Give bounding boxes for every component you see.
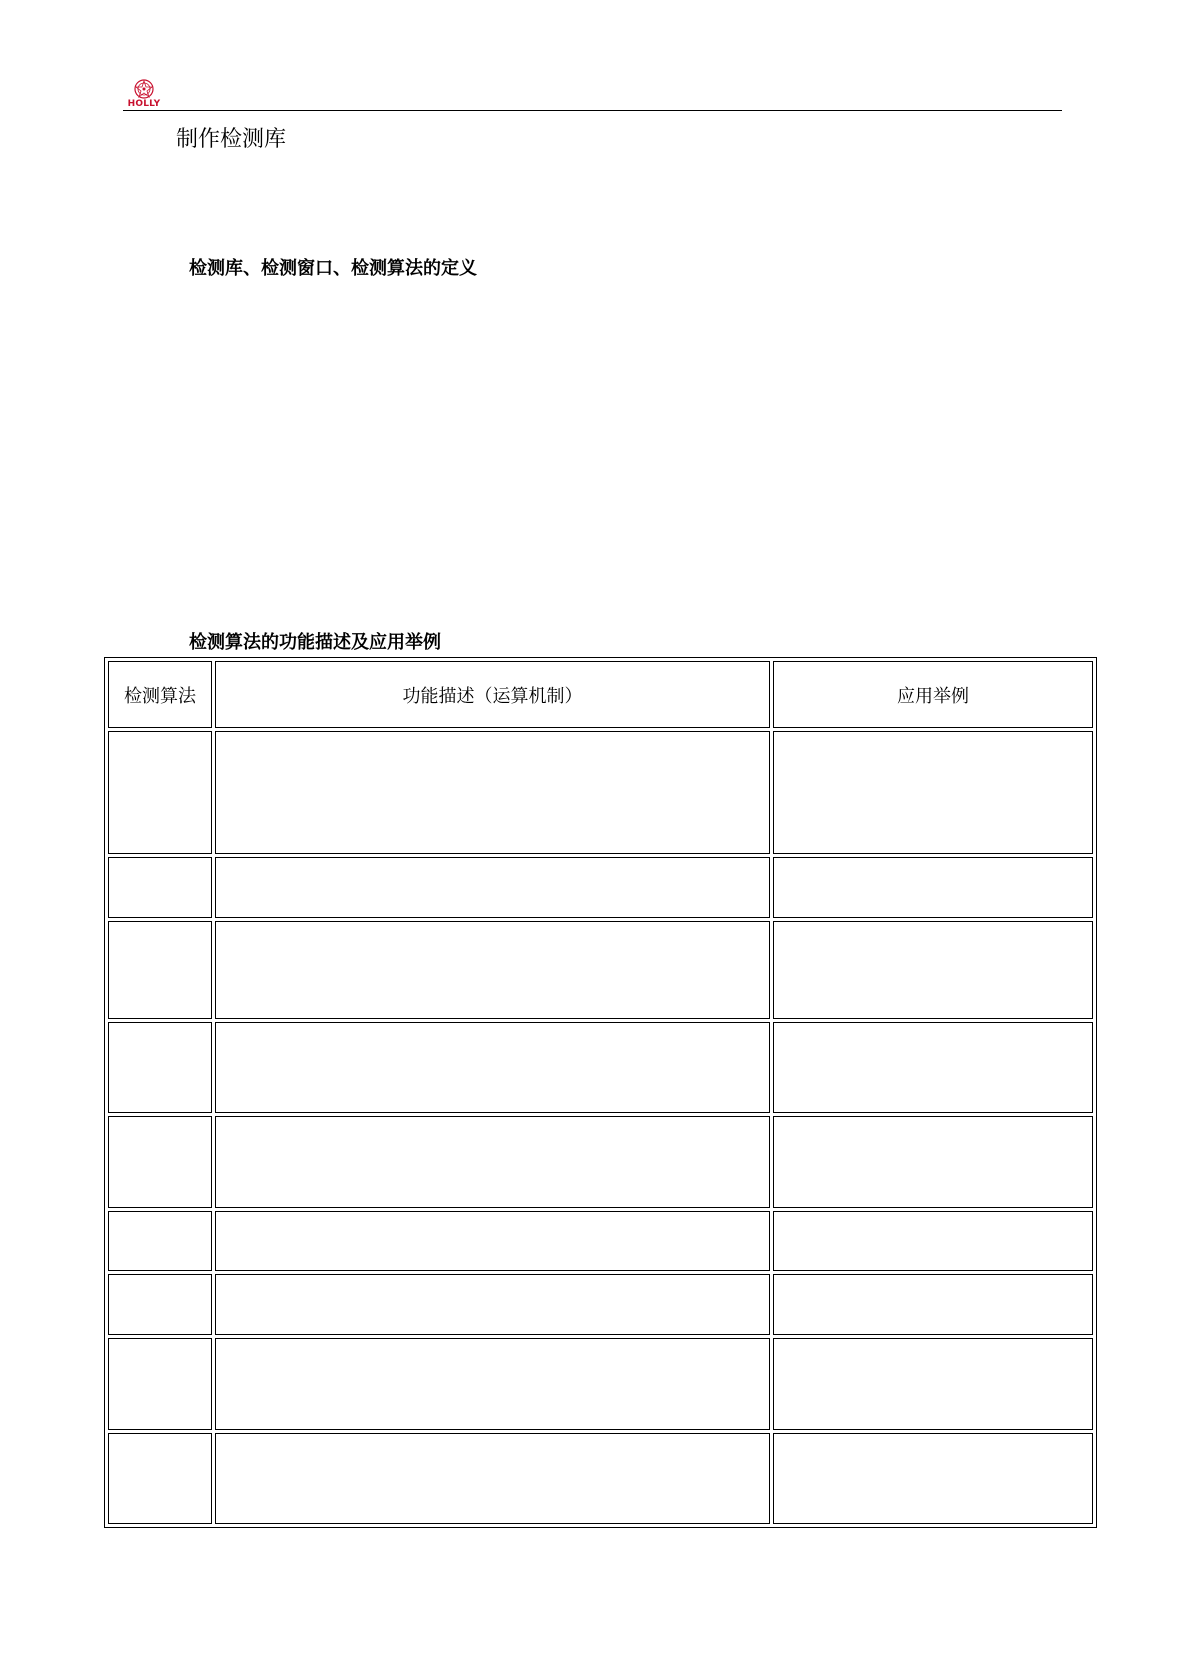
holly-logo <box>124 78 164 110</box>
table-cell-description[interactable] <box>215 1022 770 1113</box>
table-cell-algorithm[interactable] <box>108 1116 212 1207</box>
table-cell-example[interactable] <box>773 1211 1093 1272</box>
section-heading-algorithms: 检测算法的功能描述及应用举例 <box>189 632 441 653</box>
algorithm-table <box>104 657 1097 1528</box>
table-row <box>108 1116 1093 1207</box>
table-cell-example[interactable] <box>773 857 1093 918</box>
table-header-row <box>108 661 1093 728</box>
algorithm-table-container <box>104 657 1092 1528</box>
column-header-description: 功能描述（运算机制） <box>215 661 770 728</box>
holly-emblem-icon <box>124 78 164 100</box>
table-cell-example[interactable] <box>773 1274 1093 1335</box>
table-row <box>108 1433 1093 1524</box>
table-cell-algorithm[interactable] <box>108 1022 212 1113</box>
table-cell-algorithm[interactable] <box>108 921 212 1019</box>
table-cell-algorithm[interactable] <box>108 1274 212 1335</box>
section-heading-definitions: 检测库、检测窗口、检测算法的定义 <box>189 258 477 279</box>
table-cell-example[interactable] <box>773 1338 1093 1429</box>
table-cell-description[interactable] <box>215 1274 770 1335</box>
table-cell-example[interactable] <box>773 1433 1093 1524</box>
table-cell-algorithm[interactable] <box>108 1338 212 1429</box>
table-row <box>108 857 1093 918</box>
table-cell-algorithm[interactable] <box>108 1433 212 1524</box>
table-cell-description[interactable] <box>215 1433 770 1524</box>
table-cell-algorithm[interactable] <box>108 1211 212 1272</box>
table-cell-example[interactable] <box>773 1022 1093 1113</box>
table-cell-description[interactable] <box>215 857 770 918</box>
table-row <box>108 731 1093 854</box>
table-cell-description[interactable] <box>215 921 770 1019</box>
column-header-algorithm: 检测算法 <box>108 661 212 728</box>
table-cell-description[interactable] <box>215 1116 770 1207</box>
table-row <box>108 1338 1093 1429</box>
table-row <box>108 1274 1093 1335</box>
table-row <box>108 1211 1093 1272</box>
table-cell-description[interactable] <box>215 1211 770 1272</box>
table-cell-description[interactable] <box>215 731 770 854</box>
page-title: 制作检测库 <box>176 127 287 152</box>
table-row <box>108 921 1093 1019</box>
table-cell-algorithm[interactable] <box>108 731 212 854</box>
column-header-example: 应用举例 <box>773 661 1093 728</box>
header-divider <box>123 110 1062 111</box>
table-cell-example[interactable] <box>773 1116 1093 1207</box>
logo-wordmark: HOLLY <box>127 99 161 109</box>
table-cell-example[interactable] <box>773 921 1093 1019</box>
table-row <box>108 1022 1093 1113</box>
table-cell-example[interactable] <box>773 731 1093 854</box>
table-cell-algorithm[interactable] <box>108 857 212 918</box>
table-cell-description[interactable] <box>215 1338 770 1429</box>
